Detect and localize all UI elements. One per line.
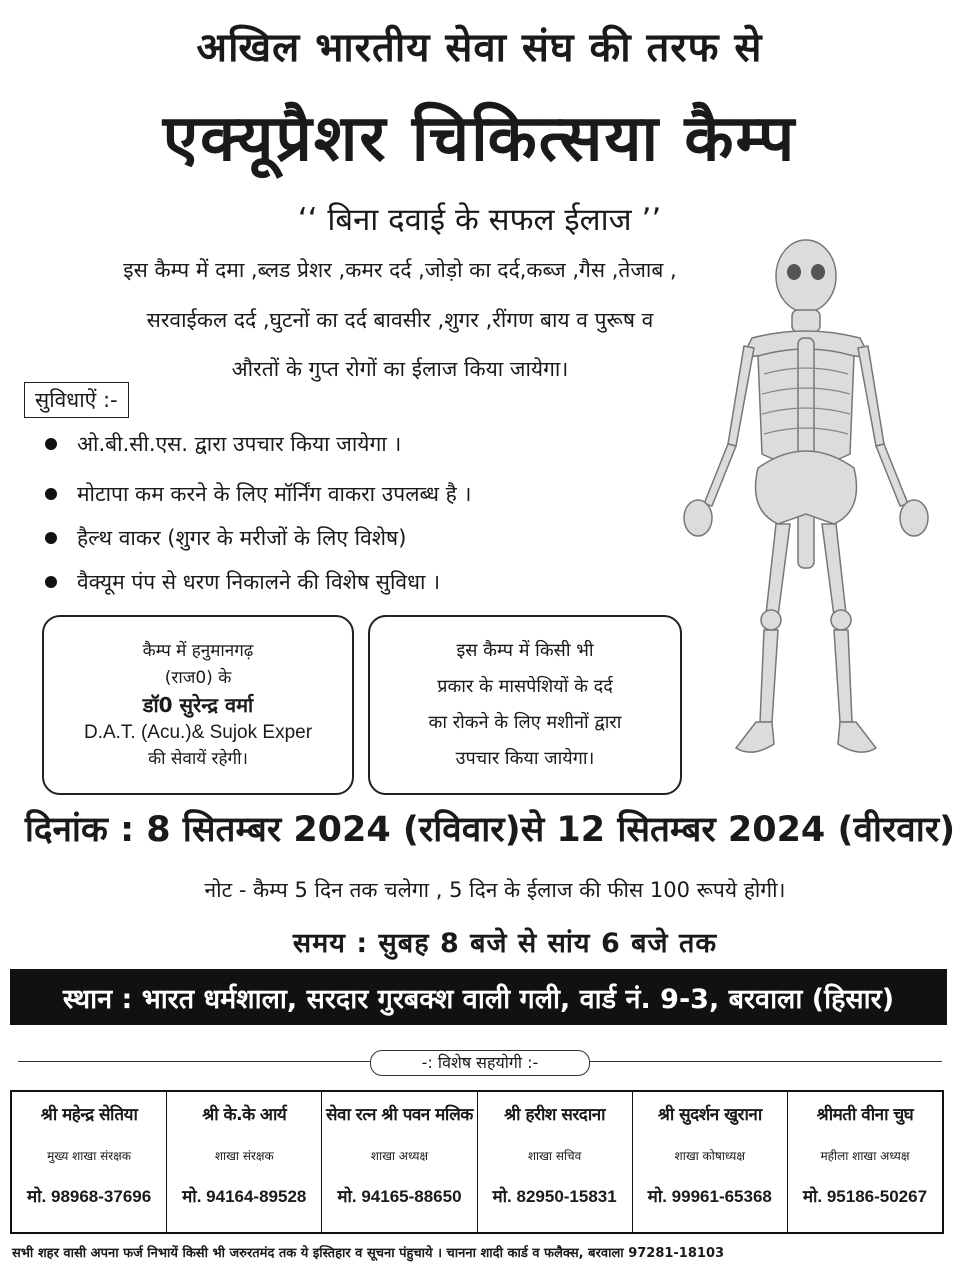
doctor-name: डॉ0 सुरेन्द्र वर्मा xyxy=(142,692,254,717)
supporter-role: शाखा अध्यक्ष xyxy=(370,1149,429,1163)
supporter-role: शाखा सचिव xyxy=(527,1149,582,1163)
supporter-mobile: मो. 94165-88650 xyxy=(337,1187,462,1206)
supporter-card xyxy=(788,1092,942,1232)
bullet-icon xyxy=(45,438,57,450)
supporter-mobile: मो. 94164-89528 xyxy=(182,1187,307,1206)
supporter-role: महीला शाखा अध्यक्ष xyxy=(820,1149,910,1163)
supporter-mobile: मो. 98968-37696 xyxy=(26,1187,152,1206)
footer-note: सभी शहर वासी अपना फर्ज निभायें किसी भी जरुरतमंद तक ये इस्तिहार व सूचना पंहुचाये । चानना शादी कार्ड व फलैक्स, बरवाला 97281-18103 xyxy=(12,1246,725,1261)
camp-subtitle: ‘‘ बिना दवाई के सफल ईलाज ’’ xyxy=(297,202,662,238)
doctor-box-line: कैम्प में हनुमानगढ़ xyxy=(142,640,254,661)
organizer-heading: अखिल भारतीय सेवा संघ की तरफ से xyxy=(196,25,763,71)
doctor-info-box xyxy=(42,615,354,795)
camp-dates: दिनांक : 8 सितम्बर 2024 (रविवार)से 12 सितम्बर 2024 (वीरवार) xyxy=(24,810,956,850)
venue-text: स्थान : भारत धर्मशाला, सरदार गुरबक्श वाली गली, वार्ड नं. 9-3, बरवाला (हिसार) xyxy=(62,983,895,1015)
bullet-icon xyxy=(45,488,57,500)
divider xyxy=(586,1061,942,1062)
facility-item xyxy=(45,524,406,552)
supporter-name: सेवा रत्न श्री पवन मलिक xyxy=(326,1105,473,1125)
supporter-name: श्री सुदर्शन खुराना xyxy=(657,1105,762,1125)
bullet-icon xyxy=(45,576,57,588)
facility-text: वैक्यूम पंप से धरण निकालने की विशेष सुविधा । xyxy=(77,570,441,594)
venue-banner xyxy=(10,969,947,1025)
machine-box-line: उपचार किया जायेगा। xyxy=(455,748,595,769)
skeleton-illustration xyxy=(666,228,946,780)
camp-title: एक्यूप्रैशर चिकित्सया कैम्प xyxy=(162,102,797,176)
supporter-role: शाखा संरक्षक xyxy=(214,1149,274,1163)
supporter-mobile: मो. 82950-15831 xyxy=(492,1187,617,1206)
camp-timing: समय : सुबह 8 बजे से सांय 6 बजे तक xyxy=(292,928,718,959)
intro-line-3: औरतों के गुप्त रोगों का ईलाज किया जायेगा। xyxy=(231,357,569,381)
supporter-mobile: मो. 99961-65368 xyxy=(647,1187,772,1206)
supporters-table xyxy=(10,1090,944,1234)
doctor-box-line: की सेवायें रहेगी। xyxy=(148,748,248,769)
supporter-role: मुख्य शाखा संरक्षक xyxy=(47,1149,131,1163)
supporters-label: -: विशेष सहयोगी :- xyxy=(370,1050,590,1076)
supporter-name: श्री महेन्द्र सेतिया xyxy=(40,1105,138,1125)
supporter-card xyxy=(322,1092,477,1232)
bullet-icon xyxy=(45,532,57,544)
facility-text: हैल्थ वाकर (शुगर के मरीजों के लिए विशेष) xyxy=(77,526,407,550)
doctor-box-line: (राज0) के xyxy=(164,667,232,688)
supporter-card xyxy=(12,1092,167,1232)
supporter-mobile: मो. 95186-50267 xyxy=(802,1187,928,1206)
supporter-card xyxy=(167,1092,322,1232)
facility-text: ओ.बी.सी.एस. द्वारा उपचार किया जायेगा । xyxy=(77,432,402,456)
supporter-name: श्री के.के आर्य xyxy=(202,1105,287,1125)
facility-text: मोटापा कम करने के लिए मॉर्निंग वाकरा उपलब्ध है । xyxy=(77,482,472,506)
machine-box-line: का रोकने के लिए मशीनों द्वारा xyxy=(428,712,622,733)
machine-info-box xyxy=(368,615,682,795)
intro-line-2: सरवाईकल दर्द ,घुटनों का दर्द बावसीर ,शुगर ,रींगण बाय व पुरूष व xyxy=(146,308,654,332)
doctor-qualification: D.A.T. (Acu.)& Sujok Exper xyxy=(83,721,313,743)
machine-box-line: प्रकार के मासपेशियों के दर्द xyxy=(437,676,613,697)
facility-item xyxy=(45,430,401,458)
divider xyxy=(18,1061,374,1062)
supporter-card xyxy=(478,1092,633,1232)
facilities-heading: सुविधाऐं :- xyxy=(24,382,129,418)
supporter-name: श्री हरीश सरदाना xyxy=(504,1105,606,1125)
supporter-name: श्रीमती वीना चुघ xyxy=(816,1105,914,1125)
facility-item xyxy=(45,480,471,508)
facility-item xyxy=(45,568,440,596)
supporter-role: शाखा कोषाध्यक्ष xyxy=(674,1149,745,1163)
fee-note: नोट - कैम्प 5 दिन तक चलेगा , 5 दिन के ईलाज की फीस 100 रूपये होगी। xyxy=(204,878,786,902)
machine-box-line: इस कैम्प में किसी भी xyxy=(456,640,594,661)
intro-line-1: इस कैम्प में दमा ,ब्लड प्रेशर ,कमर दर्द ,जोड़ो का दर्द,कब्ज ,गैस ,तेजाब , xyxy=(123,258,677,282)
supporter-card xyxy=(633,1092,788,1232)
